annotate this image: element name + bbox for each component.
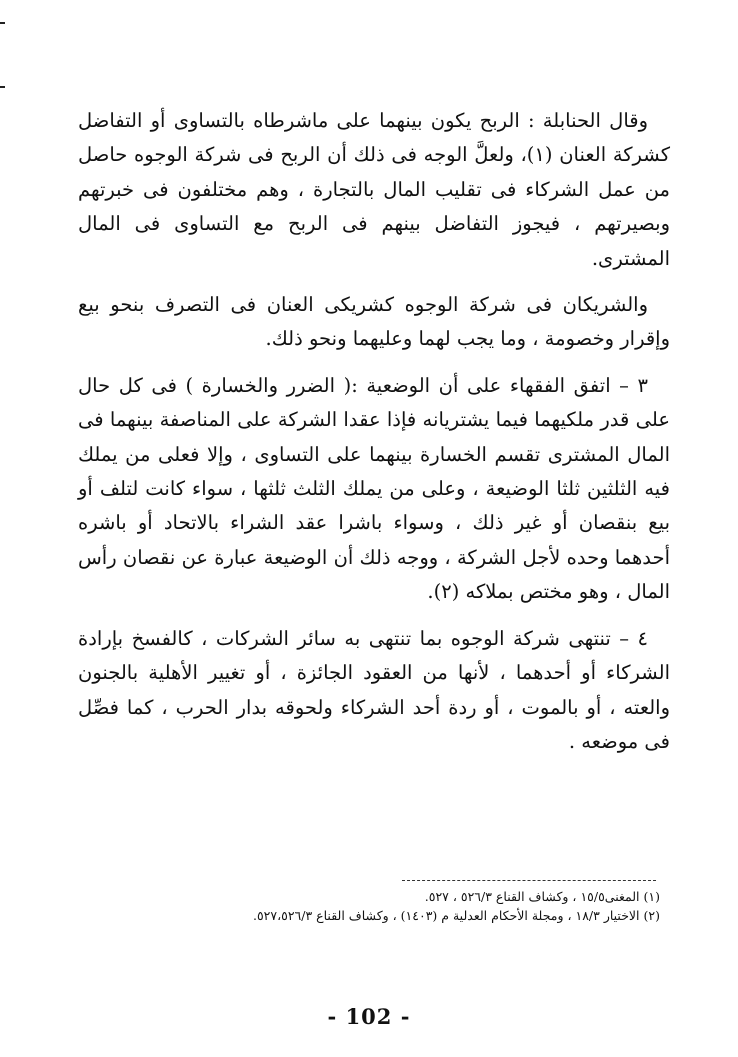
scan-edge-mark	[0, 86, 5, 88]
footnote-2: (٢) الاختيار ١٨/٣ ، ومجلة الأحكام العدلية م (١٤٠٣) ، وكشاف القناع ٥٢٧،٥٢٦/٣.	[252, 908, 660, 923]
paragraph-partners-conduct: والشريكان فى شركة الوجوه كشريكى العنان فى التصرف بنحو بيع وإقرار وخصومة ، وما يجب لهما وعليهما ونحو ذلك.	[78, 293, 670, 351]
paragraph-termination: ٤ – تنتهى شركة الوجوه بما تنتهى به سائر الشركات ، كالفسخ بإرادة الشركاء أو أحدهما ، لأنها من العقود الجائزة ، أو تغيير الأهلية بالجنون والعته ، أو بالموت ، أو ردة أحد الشركاء ولحوقه بدار الحرب ، كما فصِّل فى موضعه .	[78, 626, 670, 753]
footnotes	[78, 880, 670, 925]
page-number: - 102 -	[327, 1004, 411, 1029]
paragraph-loss-distribution: ٣ – اتفق الفقهاء على أن الوضعية :( الضرر والخسارة ) فى كل حال على قدر ملكيهما فيما يشتريانه فإذا عقدا الشركة على المناصفة بينهما فى المال المشترى تقسم الخسارة بينهما على التساوى ، وإلا فعلى من يملك فيه الثلثين ثلثا الوضيعة ، وعلى من يملك الثلث ثلثها ، سواء كانت لتلف أو بيع بنقصان أو غير ذلك ، وسواء باشرا عقد الشراء بالاتحاد أو باشره أحدهما وحده لأجل الشركة ، ووجه ذلك أن الوضيعة عبارة عن نقصان رأس المال ، وهو مختص بملاكه (٢).	[78, 373, 670, 604]
footnote-1: (١) المغنى١٥/٥ ، وكشاف القناع ٥٢٦/٣ ، ٥٢٧.	[424, 889, 660, 904]
paragraph-hanabila-profit: وقال الحنابلة : الربح يكون بينهما على ماشرطاه بالتساوى أو التفاضل كشركة العنان (١)، ولعلَّ الوجه فى ذلك أن الربح فى شركة الوجوه حاصل من عمل الشركاء فى تقليب المال بالتجارة ، وهم مختلفون فى خبرتهم وبصيرتهم ، فيجوز التفاضل بينهم فى الربح مع التساوى فى المال المشترى.	[78, 109, 670, 270]
footnote-separator	[402, 880, 656, 881]
main-text-block	[78, 104, 670, 759]
scan-edge-mark	[0, 22, 5, 24]
